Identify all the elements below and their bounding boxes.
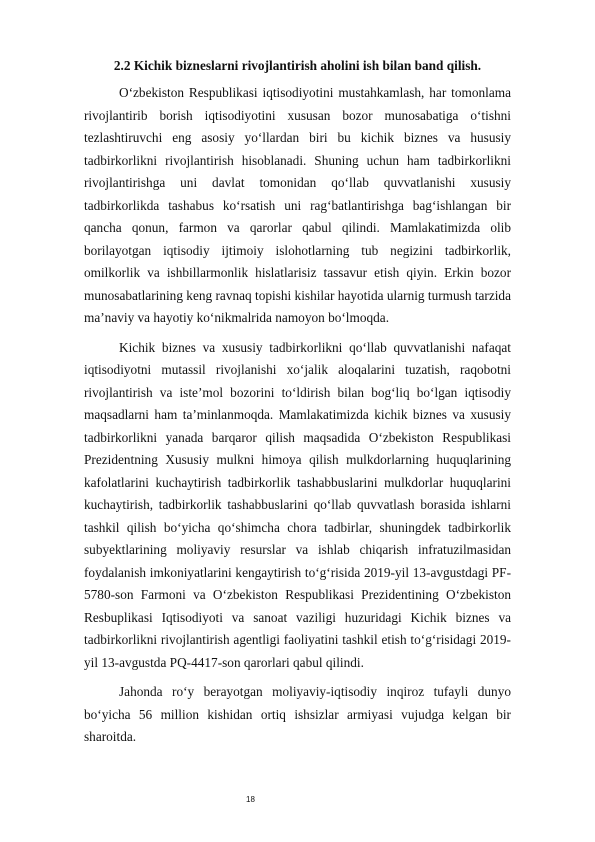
paragraph-2: Kichik biznes va xususiy tadbirkorlikni qo‘llab quvvatlanishi nafaqat iqtisodiyotni mutassil rivojlanishi xo‘jalik aloqalarini tuzatish, raqobotni rivojlantirish va iste’mol bozorini to‘ldirish bilan bog‘liq bo‘lgan iqtisodiy maqsadlarni ham ta’minlanmoqda. Mamlakatimizda kichik biznes va xususiy tadbirkorlikni yanada barqaror qilish maqsadida O‘zbekiston Respublikasi Prezidentning Xususiy mulkni himoya qilish mulkdorlarning huquqlarining kafolatlarini kuchaytirish tadbirkorlik tashabbuslarini mulkdorlar huquqlarini kuchaytirish, tadbirkorlik tashabbuslarini qo‘llab quvvatlash borasida ishlarni tashkil qilish bo‘yicha qo‘shimcha chora tadbirlar, shuningdek tadbirkorlik subyektlarining moliyaviy resurslar va ishlab chiqarish infratuzilmasidan foydalanish imkoniyatlarini kengaytirish to‘g‘risida 2019-yil 13-avgustdagi PF-5780-son Farmoni va O‘zbekiston Respublikasi Prezidentining O‘zbekiston Resbuplikasi Iqtisodiyoti va sanoat vaziligi huzuridagi Kichik biznes va tadbirkorlikni rivojlantirish agentligi faoliyatini tashkil etish to‘g‘risidagi 2019-yil 13-avgustda PQ-4417-son qarorlari qabul qilindi.	[84, 339, 511, 670]
document-body	[84, 82, 511, 749]
paragraph-1: O‘zbekiston Respublikasi iqtisodiyotini mustahkamlash, har tomonlama rivojlantirib borish iqtisodiyotini xususan bozor munosabatiga o‘tishni tezlashtiruvchi eng asosiy yo‘llardan biri bu kichik biznes va hususiy tadbirkorlikni rivojlantirish hisoblanadi. Shuning uchun ham tadbirkorlikni rivojlantirishga uni davlat tomonidan qo‘llab quvvatlanishi xususiy tadbirkorlikda tashabus ko‘rsatish uni rag‘batlantirishga bag‘ishlangan bir qancha qonun, farmon va qarorlar qabul qilindi. Mamlakatimizda olib borilayotgan iqtisodiy ijtimoiy islohotlarning tub negizini tadbirkorlik, omilkorlik va ishbillarmonlik hislatlarisiz tassavur etish qiyin. Erkin bozor munosabatlarining keng ravnaq topishi kishilar hayotida ularnig turmush tarzida ma’naviy va hayotiy ko‘nikmalrida namoyon bo‘lmoqda.	[84, 85, 511, 325]
paragraph-3: Jahonda ro‘y berayotgan moliyaviy-iqtisodiy inqiroz tufayli dunyo bo‘yicha 56 million kishidan ortiq ishsizlar armiyasi vujudga kelgan bir sharoitda.	[84, 684, 511, 744]
section-heading: 2.2 Kichik bizneslarni rivojlantirish aholini ish bilan band qilish.	[113, 58, 482, 73]
page-number: 18	[246, 795, 255, 804]
